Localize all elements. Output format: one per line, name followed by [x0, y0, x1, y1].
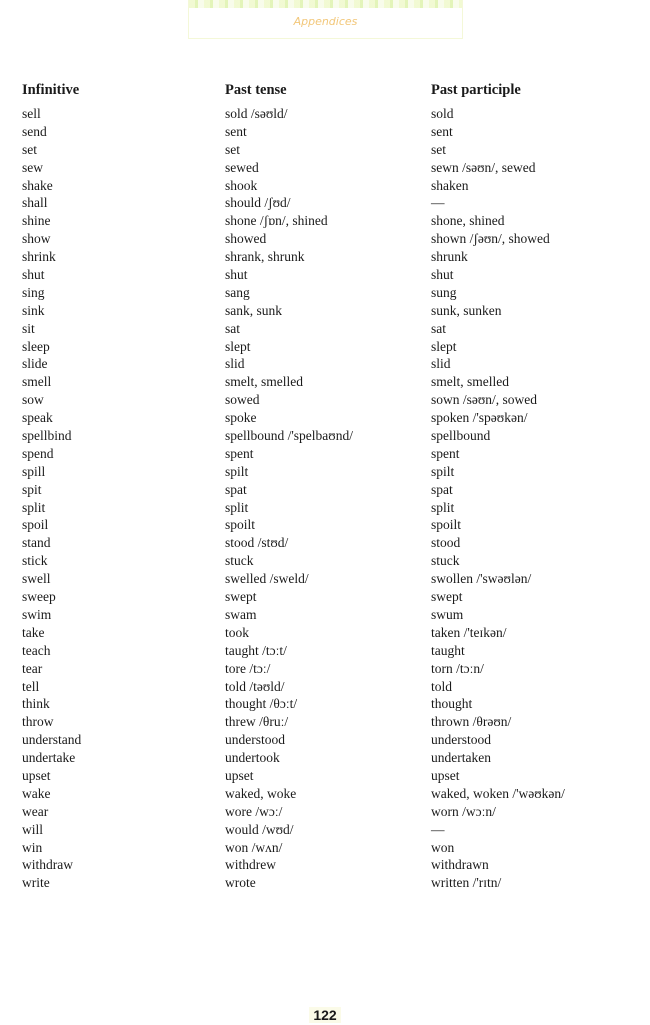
past-participle-cell: sent [431, 123, 453, 139]
past-participle-cell: shrunk [431, 249, 468, 265]
past-participle-cell: taken /'teɪkən/ [431, 624, 507, 640]
table-row [0, 123, 650, 141]
past-tense-cell: thought /θɔːt/ [225, 696, 298, 712]
past-participle-cell: shaken [431, 177, 469, 193]
past-participle-cell: told [431, 678, 453, 694]
past-participle-cell: slid [431, 356, 451, 372]
infinitive-cell: shrink [22, 249, 56, 265]
past-participle-cell: stuck [431, 553, 460, 569]
table-row [0, 839, 650, 857]
past-tense-cell: shut [225, 267, 248, 283]
infinitive-cell: show [22, 231, 51, 247]
table-row [0, 463, 650, 481]
past-participle-cell: taught [431, 642, 465, 658]
infinitive-cell: undertake [22, 750, 76, 766]
past-tense-cell: sank, sunk [225, 302, 282, 318]
past-tense-cell: understood [225, 732, 285, 748]
column-header-past-participle: Past participle [431, 82, 521, 98]
table-row [0, 874, 650, 892]
table-row [0, 821, 650, 839]
past-participle-cell: sung [431, 284, 457, 300]
past-participle-cell: shown /ʃəʊn/, showed [431, 231, 550, 247]
past-tense-cell: set [225, 141, 240, 157]
table-row [0, 320, 650, 338]
infinitive-cell: shut [22, 267, 45, 283]
infinitive-cell: spoil [22, 517, 49, 533]
past-participle-cell: understood [431, 732, 491, 748]
past-tense-cell: withdrew [225, 857, 276, 873]
past-tense-cell: shone /ʃɒn/, shined [225, 213, 328, 229]
past-participle-cell: spent [431, 445, 460, 461]
past-participle-cell: swum [431, 606, 464, 622]
past-participle-cell: spilt [431, 463, 455, 479]
past-participle-cell: shut [431, 267, 454, 283]
table-row [0, 606, 650, 624]
past-tense-cell: upset [225, 767, 254, 783]
past-tense-cell: sowed [225, 392, 260, 408]
table-row [0, 409, 650, 427]
table-row [0, 266, 650, 284]
table-row [0, 803, 650, 821]
page-number-text: 122 [309, 1007, 340, 1023]
infinitive-cell: sing [22, 284, 45, 300]
infinitive-cell: stick [22, 553, 48, 569]
table-row [0, 105, 650, 123]
table-row [0, 785, 650, 803]
table-row [0, 516, 650, 534]
infinitive-cell: wake [22, 785, 51, 801]
infinitive-cell: split [22, 499, 46, 515]
infinitive-cell: stand [22, 535, 51, 551]
table-row [0, 141, 650, 159]
infinitive-cell: upset [22, 767, 51, 783]
past-participle-cell: torn /tɔːn/ [431, 660, 484, 676]
infinitive-cell: swim [22, 606, 52, 622]
infinitive-cell: sow [22, 392, 44, 408]
past-participle-cell: spoken /'spəʊkən/ [431, 410, 528, 426]
past-tense-cell: spilt [225, 463, 249, 479]
table-row [0, 230, 650, 248]
past-tense-cell: wrote [225, 875, 256, 891]
past-participle-cell: spoilt [431, 517, 462, 533]
infinitive-cell: teach [22, 642, 51, 658]
table-row [0, 660, 650, 678]
table-row [0, 373, 650, 391]
past-tense-cell: would /wʊd/ [225, 821, 294, 837]
infinitive-cell: shall [22, 195, 48, 211]
past-participle-cell: withdrawn [431, 857, 489, 873]
past-participle-cell: swollen /'swəʊlən/ [431, 571, 532, 587]
past-participle-cell: smelt, smelled [431, 374, 509, 390]
infinitive-cell: take [22, 624, 45, 640]
infinitive-cell: sit [22, 320, 35, 336]
past-tense-cell: threw /θruː/ [225, 714, 289, 730]
infinitive-cell: sell [22, 106, 41, 121]
past-tense-cell: should /ʃʊd/ [225, 195, 291, 211]
past-tense-cell: shrank, shrunk [225, 249, 305, 265]
infinitive-cell: write [22, 875, 50, 891]
infinitive-cell: sew [22, 159, 43, 175]
past-participle-cell: sown /səʊn/, sowed [431, 392, 538, 408]
past-tense-cell: sat [225, 320, 240, 336]
infinitive-cell: shine [22, 213, 51, 229]
table-row [0, 570, 650, 588]
past-tense-cell: taught /tɔːt/ [225, 642, 287, 658]
infinitive-cell: spellbind [22, 428, 72, 444]
table-row [0, 588, 650, 606]
table-row [0, 194, 650, 212]
table-row [0, 284, 650, 302]
past-participle-cell: sold [431, 106, 454, 121]
past-tense-cell: took [225, 624, 250, 640]
past-participle-cell: upset [431, 767, 460, 783]
infinitive-cell: spend [22, 445, 54, 461]
infinitive-cell: set [22, 141, 37, 157]
page-number [0, 1007, 650, 1023]
past-tense-cell: showed [225, 231, 267, 247]
table-row [0, 338, 650, 356]
past-tense-cell: shook [225, 177, 258, 193]
table-row [0, 445, 650, 463]
past-participle-cell: waked, woken /'wəʊkən/ [431, 785, 565, 801]
past-participle-cell: thrown /θrəʊn/ [431, 714, 512, 730]
table-row [0, 499, 650, 517]
infinitive-cell: send [22, 123, 47, 139]
past-participle-cell: thought [431, 696, 473, 712]
column-header-infinitive: Infinitive [22, 82, 80, 98]
past-tense-cell: waked, woke [225, 785, 297, 801]
past-tense-cell: spoke [225, 410, 257, 426]
past-tense-cell: stuck [225, 553, 254, 569]
past-tense-cell: wore /wɔː/ [225, 803, 283, 819]
past-tense-cell: told /təʊld/ [225, 678, 285, 694]
past-tense-cell: sent [225, 123, 247, 139]
table-row [0, 678, 650, 696]
infinitive-cell: will [22, 821, 44, 837]
infinitive-cell: wear [22, 803, 49, 819]
infinitive-cell: sink [22, 302, 45, 318]
infinitive-cell: speak [22, 410, 53, 426]
infinitive-cell: slide [22, 356, 48, 372]
past-participle-cell: — [431, 195, 445, 211]
infinitive-cell: swell [22, 571, 51, 587]
table-row [0, 534, 650, 552]
past-tense-cell: spellbound /'spelbaʊnd/ [225, 428, 353, 444]
table-row [0, 177, 650, 195]
past-tense-cell: swam [225, 606, 257, 622]
past-tense-cell: split [225, 499, 249, 515]
past-participle-cell: split [431, 499, 455, 515]
table-row [0, 212, 650, 230]
past-tense-cell: smelt, smelled [225, 374, 303, 390]
table-row [0, 731, 650, 749]
past-tense-cell: slid [225, 356, 245, 372]
table-row [0, 856, 650, 874]
table-row [0, 391, 650, 409]
infinitive-cell: spit [22, 481, 42, 497]
past-participle-cell: sat [431, 320, 446, 336]
past-participle-cell: sunk, sunken [431, 302, 502, 318]
table-row [0, 427, 650, 445]
past-participle-cell: sewn /səʊn/, sewed [431, 159, 536, 175]
past-tense-cell: won /wʌn/ [225, 839, 283, 855]
infinitive-cell: shake [22, 177, 53, 193]
past-tense-cell: spent [225, 445, 254, 461]
past-participle-cell: spat [431, 481, 453, 497]
table-row [0, 248, 650, 266]
past-tense-cell: undertook [225, 750, 280, 766]
past-participle-cell: spellbound [431, 428, 491, 444]
table-row [0, 302, 650, 320]
table-row [0, 767, 650, 785]
past-tense-cell: swept [225, 589, 257, 605]
banner-decoration [189, 0, 462, 8]
section-banner [188, 0, 463, 39]
past-participle-cell: undertaken [431, 750, 491, 766]
past-participle-cell: slept [431, 338, 457, 354]
past-participle-cell: swept [431, 589, 463, 605]
past-tense-cell: swelled /sweld/ [225, 571, 309, 587]
past-tense-cell: sold /səʊld/ [225, 106, 288, 121]
infinitive-cell: withdraw [22, 857, 73, 873]
past-tense-cell: sang [225, 284, 250, 300]
table-row [0, 749, 650, 767]
past-tense-cell: spat [225, 481, 247, 497]
irregular-verbs-table [0, 105, 650, 892]
table-row [0, 713, 650, 731]
infinitive-cell: think [22, 696, 50, 712]
table-row [0, 624, 650, 642]
past-tense-cell: spoilt [225, 517, 256, 533]
infinitive-cell: win [22, 839, 43, 855]
column-header-past-tense: Past tense [225, 82, 287, 98]
infinitive-cell: tell [22, 678, 40, 694]
past-participle-cell: won [431, 839, 455, 855]
past-participle-cell: written /'rɪtn/ [431, 875, 502, 891]
past-participle-cell: worn /wɔːn/ [431, 803, 496, 819]
table-row [0, 159, 650, 177]
table-row [0, 642, 650, 660]
past-tense-cell: stood /stʊd/ [225, 535, 289, 551]
table-row [0, 481, 650, 499]
infinitive-cell: smell [22, 374, 52, 390]
infinitive-cell: spill [22, 463, 46, 479]
past-participle-cell: — [431, 821, 445, 837]
infinitive-cell: sleep [22, 338, 50, 354]
infinitive-cell: throw [22, 714, 54, 730]
table-row [0, 355, 650, 373]
infinitive-cell: sweep [22, 589, 56, 605]
section-title: Appendices [293, 15, 358, 28]
past-tense-cell: tore /tɔː/ [225, 660, 271, 676]
table-row [0, 695, 650, 713]
past-participle-cell: set [431, 141, 446, 157]
past-participle-cell: stood [431, 535, 461, 551]
past-tense-cell: sewed [225, 159, 259, 175]
past-tense-cell: slept [225, 338, 251, 354]
infinitive-cell: understand [22, 732, 82, 748]
table-row [0, 552, 650, 570]
infinitive-cell: tear [22, 660, 43, 676]
past-participle-cell: shone, shined [431, 213, 505, 229]
